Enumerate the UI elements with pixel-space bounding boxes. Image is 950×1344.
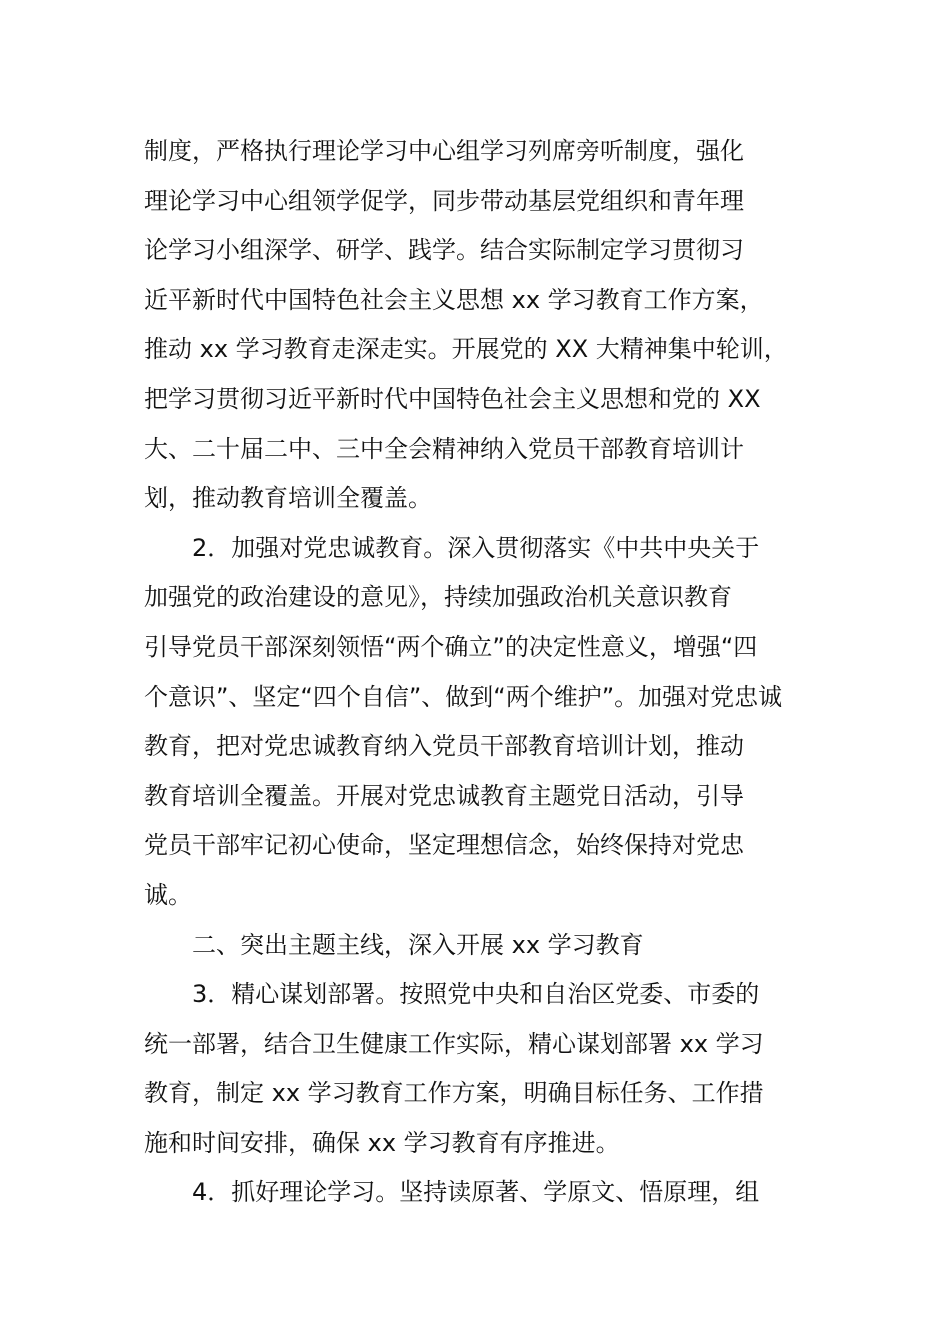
text-line: 教育，把对党忠诚教育纳入党员干部教育培训计划，推动: [144, 732, 744, 761]
text-line: 教育培训全覆盖。开展对党忠诚教育主题党日活动，引导: [144, 781, 744, 810]
text-line: 统一部署，结合卫生健康工作实际，精心谋划部署 xx 学习: [144, 1029, 764, 1058]
text-line: 引导党员干部深刻领悟“两个确立”的决定性意义，增强“四: [144, 632, 758, 661]
text-line: 党员干部牢记初心使命，坚定理想信念，始终保持对党忠: [144, 831, 744, 860]
text-line: 教育，制定 xx 学习教育工作方案，明确目标任务、工作措: [144, 1079, 764, 1108]
section-item-heading: 2．加强对党忠诚教育。深入贯彻落实《中共中央关于: [192, 533, 760, 562]
text-line: 制度，严格执行理论学习中心组学习列席旁听制度，强化: [144, 137, 744, 165]
document-body: [144, 127, 814, 1218]
text-line: 划，推动教育培训全覆盖。: [144, 484, 432, 513]
text-line: 个意识”、坚定“四个自信”、做到“两个维护”。加强对党忠诚: [144, 682, 783, 711]
text-line: 加强党的政治建设的意见》，持续加强政治机关意识教育: [144, 583, 732, 612]
section-item-heading: 4．抓好理论学习。坚持读原著、学原文、悟原理，组: [192, 1178, 760, 1207]
text-line: 把学习贯彻习近平新时代中国特色社会主义思想和党的 XX: [144, 384, 761, 413]
section-heading: 二、突出主题主线，深入开展 xx 学习教育: [192, 930, 644, 959]
text-line: 大、二十届二中、三中全会精神纳入党员干部教育培训计: [144, 434, 744, 463]
section-item-heading: 3．精心谋划部署。按照党中央和自治区党委、市委的: [192, 980, 760, 1009]
text-line: 理论学习中心组领学促学，同步带动基层党组织和青年理: [144, 186, 744, 215]
text-line: 论学习小组深学、研学、践学。结合实际制定学习贯彻习: [144, 236, 744, 265]
text-line: 施和时间安排，确保 xx 学习教育有序推进。: [144, 1128, 620, 1157]
text-line: 诚。: [144, 880, 192, 909]
text-line: 推动 xx 学习教育走深走实。开展党的 XX 大精神集中轮训，: [144, 335, 788, 364]
text-line: 近平新时代中国特色社会主义思想 xx 学习教育工作方案，: [144, 285, 764, 314]
